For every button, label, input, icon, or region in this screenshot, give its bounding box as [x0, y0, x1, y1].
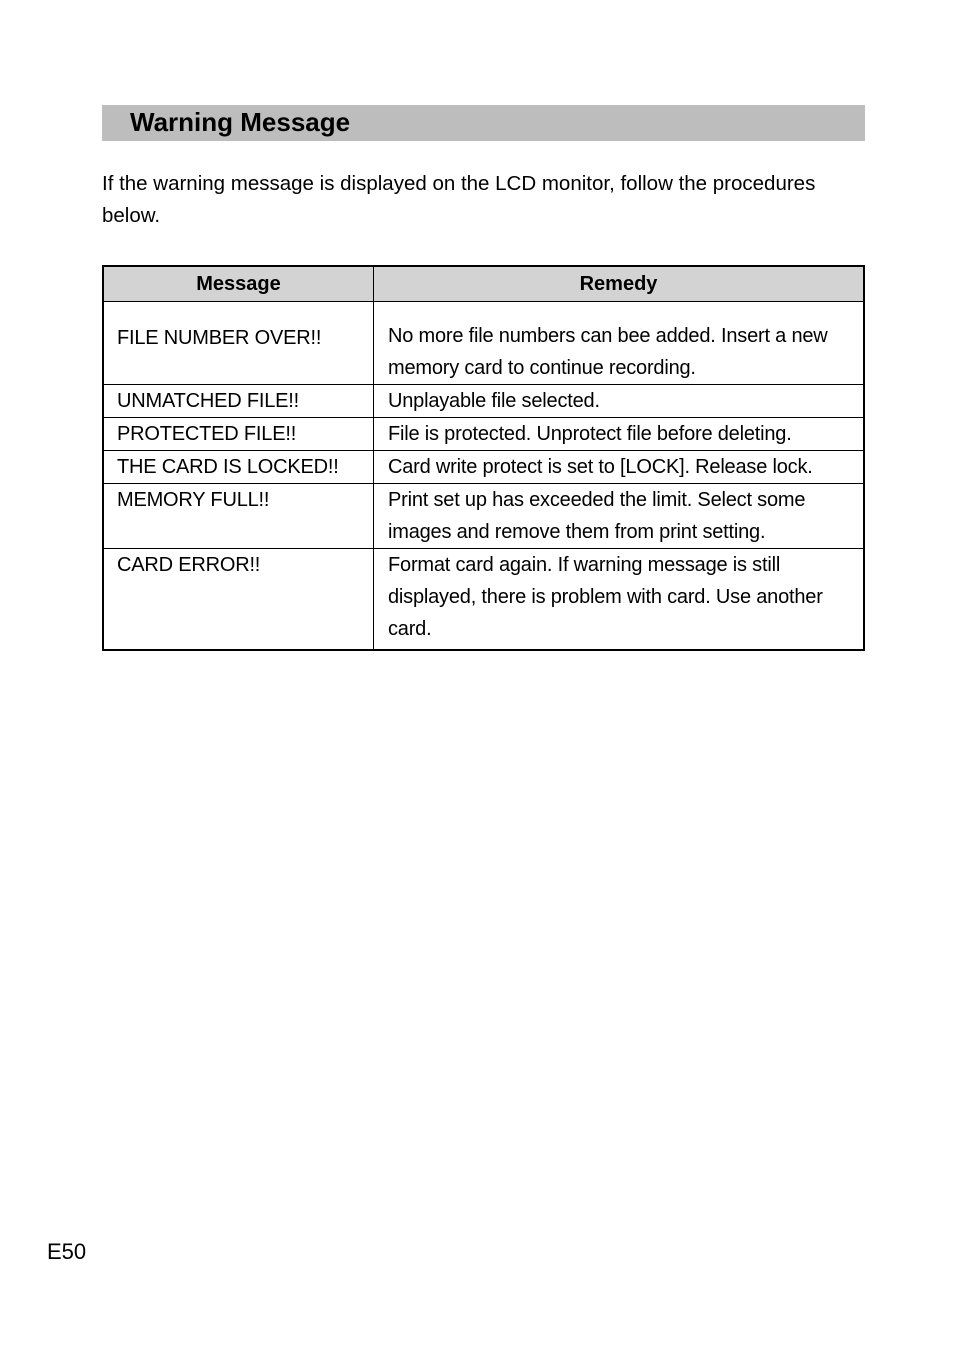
remedy-cell: File is protected. Unprotect file before deleting.	[374, 418, 865, 451]
table-row	[103, 549, 864, 651]
table-header-row	[103, 266, 864, 302]
message-cell: THE CARD IS LOCKED!!	[103, 451, 374, 484]
warning-message-table	[102, 265, 865, 651]
table-row	[103, 451, 864, 484]
section-title: Warning Message	[130, 107, 351, 137]
table-row	[103, 302, 864, 385]
remedy-cell: No more file numbers can bee added. Insert a new memory card to continue recording.	[374, 302, 865, 385]
remedy-cell: Card write protect is set to [LOCK]. Release lock.	[374, 451, 865, 484]
remedy-cell: Format card again. If warning message is still displayed, there is problem with card. Use another card.	[374, 549, 865, 651]
message-cell: UNMATCHED FILE!!	[103, 385, 374, 418]
page-number: E50	[47, 1239, 87, 1264]
table-row	[103, 385, 864, 418]
message-cell: PROTECTED FILE!!	[103, 418, 374, 451]
column-header-remedy: Remedy	[374, 266, 865, 302]
message-cell: MEMORY FULL!!	[103, 484, 374, 549]
intro-paragraph: If the warning message is displayed on the LCD monitor, follow the procedures below.	[102, 172, 816, 227]
column-header-message: Message	[103, 266, 374, 302]
remedy-cell: Unplayable file selected.	[374, 385, 865, 418]
section-title-bar	[102, 105, 865, 141]
table-row	[103, 418, 864, 451]
message-cell: CARD ERROR!!	[103, 549, 374, 651]
message-cell: FILE NUMBER OVER!!	[103, 302, 374, 385]
table-row	[103, 484, 864, 549]
remedy-cell: Print set up has exceeded the limit. Select some images and remove them from print setting.	[374, 484, 865, 549]
